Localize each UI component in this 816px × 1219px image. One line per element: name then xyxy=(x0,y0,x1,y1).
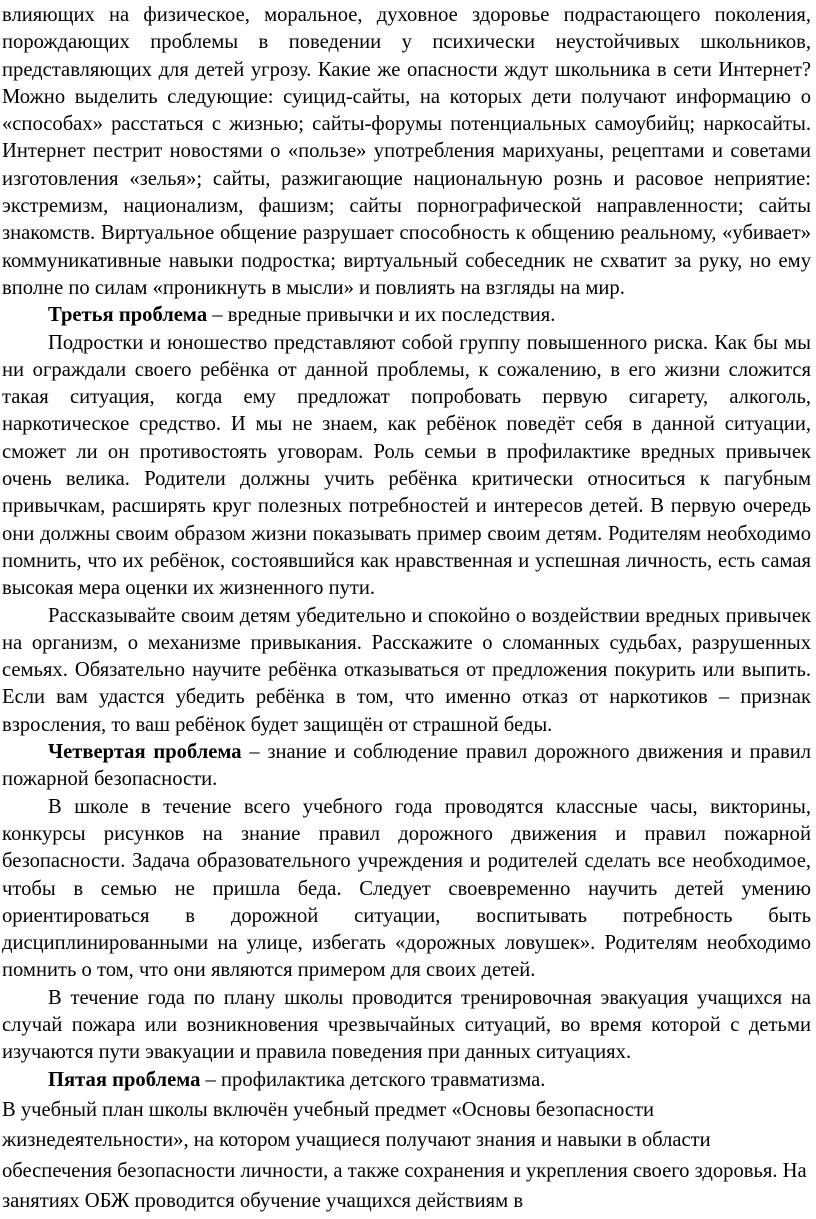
heading-fifth-problem: Пятая проблема xyxy=(48,1068,201,1091)
fourth-problem-text: – знание и соблюдение правил дорожного движения и правил пожарной безопасности. xyxy=(2,741,811,791)
paragraph-internet-dangers: влияющих на физическое, моральное, духовное здоровье подрастающего поколения, порождающих проблемы в поведении у психически неустойчивых школьников, представляющих для детей угрозу. Какие же опасности ждут школьника в сети Интернет? Можно выделить следующие: суицид-сайты, на которых дети получают информацию о «способах» расстаться с жизнью; сайты-форумы потенциальных самоубийц; наркосайты. Интернет пестрит новостями о «пользе» употребления марихуаны, рецептами и советами изготовления «зелья»; сайты, разжигающие национальную рознь и расовое неприятие: экстремизм, национализм, фашизм; сайты порнографической направленности; сайты знакомств. Виртуальное общение разрушает способность к общению реальному, «убивает» коммуникативные навыки подростка; виртуальный собеседник не схватит за руку, но ему вполне по силам «проникнуть в мысли» и повлиять на взгляды на мир. xyxy=(2,4,811,299)
paragraph-third-problem xyxy=(2,302,811,329)
fifth-problem-text: – профилактика детского травматизма. xyxy=(200,1068,546,1091)
paragraph-obzh-curriculum: В учебный план школы включён учебный предмет «Основы безопасности жизнедеятельности», на котором учащиеся получают знания и навыки в области обеспечения безопасности личности, а также сохранения и укрепления своего здоровья. На занятиях ОБЖ проводится обучение учащихся действиям в xyxy=(2,1098,807,1213)
paragraph-fourth-problem xyxy=(2,739,811,794)
paragraph-evacuation-training: В течение года по плану школы проводится тренировочная эвакуация учащихся на случай пожара или возникновения чрезвычайных ситуаций, во время которой с детьми изучаются пути эвакуации и правила поведения при данных ситуациях. xyxy=(2,986,811,1064)
heading-third-problem: Третья проблема xyxy=(48,304,208,327)
paragraph-talk-to-children: Рассказывайте своим детям убедительно и спокойно о воздействии вредных привычек на организм, о механизме привыкания. Расскажите о сломанных судьбах, разрушенных семьях. Обязательно научите ребёнка отказываться от предложения покурить или выпить. Если вам удастся убедить ребёнка в том, что именно отказ от наркотиков – признак взросления, то ваш ребёнок будет защищён от страшной беды. xyxy=(2,604,811,736)
paragraph-school-road-safety: В школе в течение всего учебного года проводятся классные часы, викторины, конкурсы рисунков на знание правил дорожного движения и правил пожарной безопасности. Задача образовательного учреждения и родителей сделать все необходимое, чтобы в семью не пришла беда. Следует своевременно научить детей умению ориентироваться в дорожной ситуации, воспитывать потребность быть дисциплинированными на улице, избегать «дорожных ловушек». Родителям необходимо помнить о том, что они являются примером для своих детей. xyxy=(2,795,811,982)
third-problem-text: – вредные привычки и их последствия. xyxy=(207,304,556,327)
paragraph-teenagers-risk: Подростки и юношество представляют собой группу повышенного риска. Как бы мы ни ограждали своего ребёнка от данной проблемы, к сожалению, в его жизни сложится такая ситуация, когда ему предложат попробовать первую сигарету, алкоголь, наркотическое средство. И мы не знаем, как ребёнок поведёт себя в данной ситуации, сможет ли он противостоять уговорам. Роль семьи в профилактике вредных привычек очень велика. Родители должны учить ребёнка критически относиться к пагубным привычкам, расширять круг полезных потребностей и интересов детей. В первую очередь они должны своим образом жизни показывать пример своим детям. Родителям необходимо помнить, что их ребёнок, состоявшийся как нравственная и успешная личность, есть самая высокая мера оценки их жизненного пути. xyxy=(2,331,811,600)
heading-fourth-problem: Четвертая проблема xyxy=(48,741,242,764)
paragraph-fifth-problem xyxy=(2,1067,811,1094)
